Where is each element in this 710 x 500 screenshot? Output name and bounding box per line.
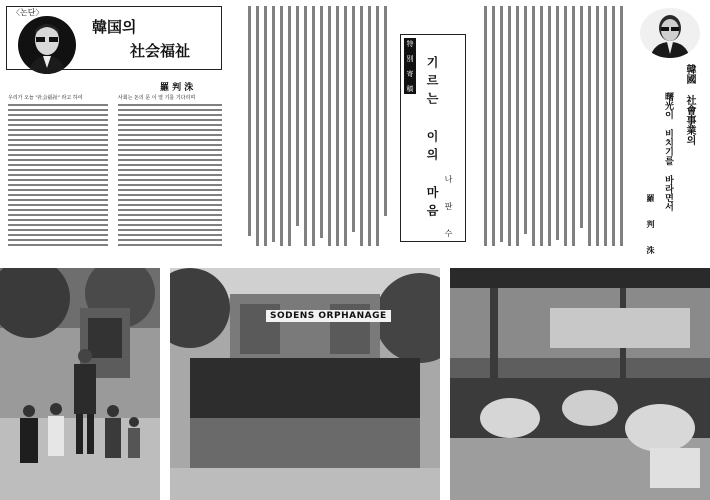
article-2-author: 나 판 수 [444, 175, 453, 242]
portrait-photo [640, 8, 700, 58]
article-2-title: 기르는 이의 마음 [425, 56, 439, 222]
article-1-column-right [118, 104, 222, 249]
article-3-author: 羅 判 洙 [646, 194, 656, 258]
article-page-2 [238, 0, 470, 258]
article-1-col2-first-line: 사회는 돈의 문 이 열 기를 기다리며 [118, 95, 196, 101]
orphanage-group-photo [170, 268, 440, 500]
portrait-figure-icon [18, 16, 76, 74]
article-1-title-line2: 社会福祉 [130, 42, 191, 60]
article-page-3 [476, 0, 710, 258]
article-1-column-left [8, 104, 108, 249]
portrait-photo [18, 16, 76, 74]
article-2-text-block [244, 6, 394, 252]
article-page-1 [0, 0, 232, 258]
article-3-title-line2: 曙光이 비치기를 바라면서 [663, 92, 673, 211]
group-photo-scene-icon [170, 268, 440, 500]
dining-hall-photo [450, 268, 710, 500]
article-1-first-line: 우리가 오늘 "社会福祉" 라고 하여 [8, 95, 83, 101]
article-1-tag: 〈논단〉 [12, 8, 44, 17]
article-3-text-block [480, 6, 630, 252]
outdoor-photo [0, 268, 160, 500]
article-1-title-line1: 韓国의 [92, 18, 137, 36]
article-3-title-line1: 韓國 社會事業의 [684, 64, 695, 145]
dining-scene-icon [450, 268, 710, 500]
article-2-series-label: 特 別 寄 稿 [406, 40, 414, 92]
orphanage-sign: SODENS ORPHANAGE [266, 310, 391, 322]
article-1-author: 羅 判 洙 [160, 83, 194, 93]
outdoor-scene-icon [0, 268, 160, 500]
portrait-figure-icon [640, 8, 700, 58]
